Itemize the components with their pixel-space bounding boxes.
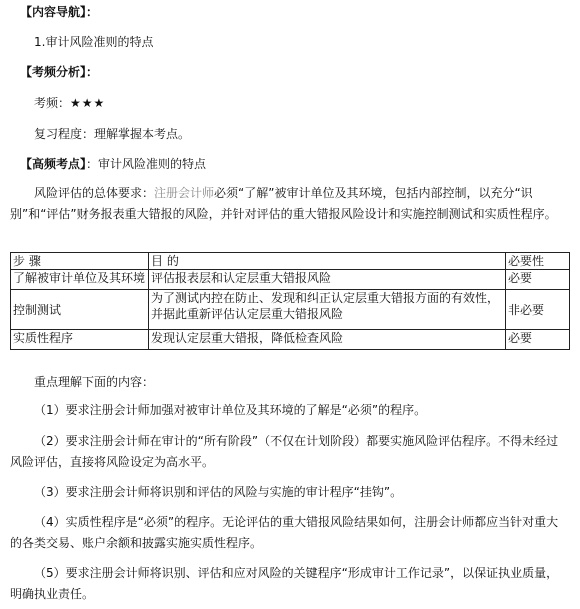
table-cell-necessity: 非必要 bbox=[506, 290, 570, 330]
table-cell-necessity: 必要 bbox=[506, 270, 570, 290]
freq-stars: ★★★ bbox=[70, 96, 106, 110]
point-4: （4）实质性程序是“必须”的程序。无论评估的重大错报风险结果如何，注册会计师都应当针对重大的各类交易、账户余额和披露实施实质性程序。 bbox=[10, 515, 559, 550]
point-5: （5）要求注册会计师将识别、评估和应对风险的关键程序“形成审计工作记录”，以保证执业质量，明确执业责任。 bbox=[10, 566, 559, 601]
freq-row bbox=[34, 95, 105, 111]
intro-link[interactable]: 注册会计师 bbox=[154, 186, 215, 200]
hot-point-row bbox=[20, 156, 206, 172]
table-cell-step: 控制测试 bbox=[11, 290, 149, 330]
key-heading: 重点理解下面的内容： bbox=[34, 375, 155, 389]
table-row bbox=[11, 270, 570, 290]
table-header-row bbox=[11, 253, 570, 270]
table-row bbox=[11, 330, 570, 350]
freq-heading: 【考频分析】： bbox=[20, 65, 99, 79]
table-header-step: 步 骤 bbox=[11, 253, 149, 270]
freq-label: 考频： bbox=[34, 96, 71, 110]
table-cell-purpose: 为了测试内控在防止、发现和纠正认定层重大错报方面的有效性，并据此重新评估认定层重大错报风险 bbox=[149, 290, 506, 330]
hot-point-text: ：审计风险准则的特点 bbox=[86, 157, 207, 171]
review-level: 复习程度：理解掌握本考点。 bbox=[34, 127, 191, 141]
table-cell-purpose: 发现认定层重大错报，降低检查风险 bbox=[149, 330, 506, 350]
table-header-purpose: 目 的 bbox=[149, 253, 506, 270]
table-row bbox=[11, 290, 570, 330]
intro-before-link: 风险评估的总体要求： bbox=[34, 186, 155, 200]
nav-item: 1.审计风险准则的特点 bbox=[34, 35, 154, 49]
point-2: （2）要求注册会计师在审计的“所有阶段”（不仅在计划阶段）都要实施风险评估程序。不得未经过风险评估，直接将风险设定为高水平。 bbox=[10, 434, 559, 469]
table-cell-purpose: 评估报表层和认定层重大错报风险 bbox=[149, 270, 506, 290]
point-3: （3）要求注册会计师将识别和评估的风险与实施的审计程序“挂钩”。 bbox=[34, 485, 403, 499]
intro-paragraph bbox=[10, 183, 570, 225]
nav-heading: 【内容导航】： bbox=[20, 5, 99, 19]
intro-after-link: 必须“了解”被审计单位及其环境，包括内部控制，以充分“识别”和“评估”财务报表重大错报的风险，并针对评估的重大错报风险设计和实施控制测试和实质性程序。 bbox=[10, 186, 557, 221]
table-cell-step: 实质性程序 bbox=[11, 330, 149, 350]
point-1: （1）要求注册会计师加强对被审计单位及其环境的了解是“必须”的程序。 bbox=[34, 403, 427, 417]
table-header-necessity: 必要性 bbox=[506, 253, 570, 270]
table-cell-step: 了解被审计单位及其环境 bbox=[11, 270, 149, 290]
table-cell-necessity: 必要 bbox=[506, 330, 570, 350]
hot-point-heading: 【高频考点】 bbox=[20, 157, 87, 171]
steps-table bbox=[10, 252, 570, 350]
